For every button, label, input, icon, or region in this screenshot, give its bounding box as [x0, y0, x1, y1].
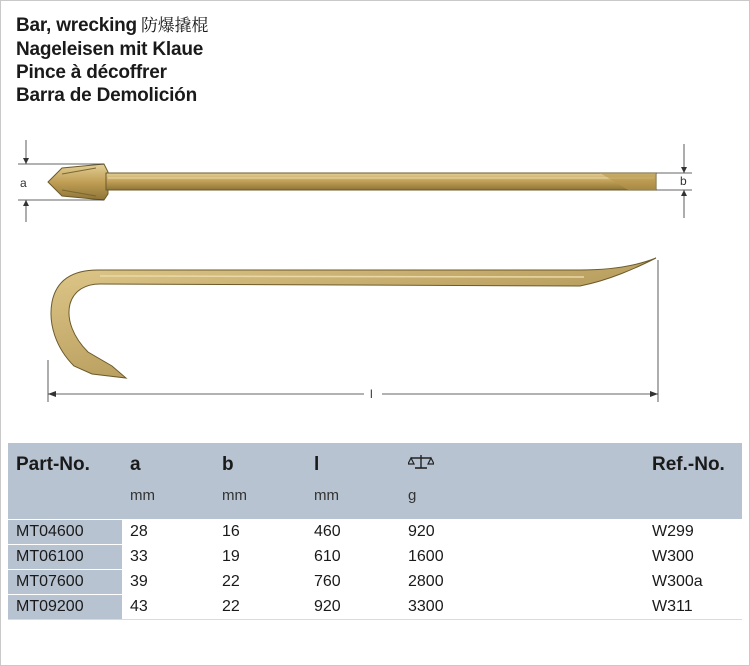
title-chinese: 防爆撬棍 [140, 16, 209, 36]
cell-a: 33 [122, 545, 214, 570]
cell-weight: 2800 [400, 570, 644, 595]
cell-part-no: MT09200 [8, 595, 122, 620]
cell-ref-no: W311 [644, 595, 742, 620]
unit-weight: g [400, 487, 644, 520]
cell-l: 460 [306, 520, 400, 545]
header-part-no: Part-No. [8, 443, 122, 487]
cell-part-no: MT06100 [8, 545, 122, 570]
dimension-a-label: a [20, 176, 27, 190]
header-a: a [122, 443, 214, 487]
unit-part-no [8, 487, 122, 520]
header-weight [400, 443, 644, 487]
header-l: l [306, 443, 400, 487]
cell-ref-no: W300a [644, 570, 742, 595]
unit-b: mm [214, 487, 306, 520]
dimension-b-label: b [680, 174, 687, 188]
cell-b: 22 [214, 570, 306, 595]
header-b: b [214, 443, 306, 487]
cell-b: 22 [214, 595, 306, 620]
scale-icon [408, 453, 434, 471]
cell-weight: 1600 [400, 545, 644, 570]
cell-weight: 920 [400, 520, 644, 545]
cell-l: 920 [306, 595, 400, 620]
unit-l: mm [306, 487, 400, 520]
cell-l: 610 [306, 545, 400, 570]
unit-ref-no [644, 487, 742, 520]
title-german: Nageleisen mit Klaue [16, 39, 204, 60]
title-english: Bar, wrecking 防爆撬棍 [16, 15, 209, 36]
table-row [8, 595, 742, 620]
cell-b: 19 [214, 545, 306, 570]
cell-weight: 3300 [400, 595, 644, 620]
bar-side-view [51, 258, 656, 378]
cell-part-no: MT07600 [8, 570, 122, 595]
header-ref-no: Ref.-No. [644, 443, 742, 487]
bar-top-view [48, 164, 656, 200]
cell-a: 28 [122, 520, 214, 545]
dimension-l-label: l [370, 387, 373, 401]
cell-l: 760 [306, 570, 400, 595]
dimension-b [656, 144, 692, 218]
table-header-row [8, 443, 742, 487]
tool-drawing [0, 120, 750, 420]
title-french: Pince à décoffrer [16, 62, 167, 83]
cell-a: 39 [122, 570, 214, 595]
title-block [16, 14, 208, 107]
cell-ref-no: W299 [644, 520, 742, 545]
unit-a: mm [122, 487, 214, 520]
table-units-row [8, 487, 742, 520]
table-row [8, 570, 742, 595]
title-spanish: Barra de Demolición [16, 85, 197, 106]
cell-part-no: MT04600 [8, 520, 122, 545]
cell-ref-no: W300 [644, 545, 742, 570]
table-row [8, 545, 742, 570]
cell-a: 43 [122, 595, 214, 620]
table-row [8, 520, 742, 545]
cell-b: 16 [214, 520, 306, 545]
spec-table [8, 443, 742, 620]
